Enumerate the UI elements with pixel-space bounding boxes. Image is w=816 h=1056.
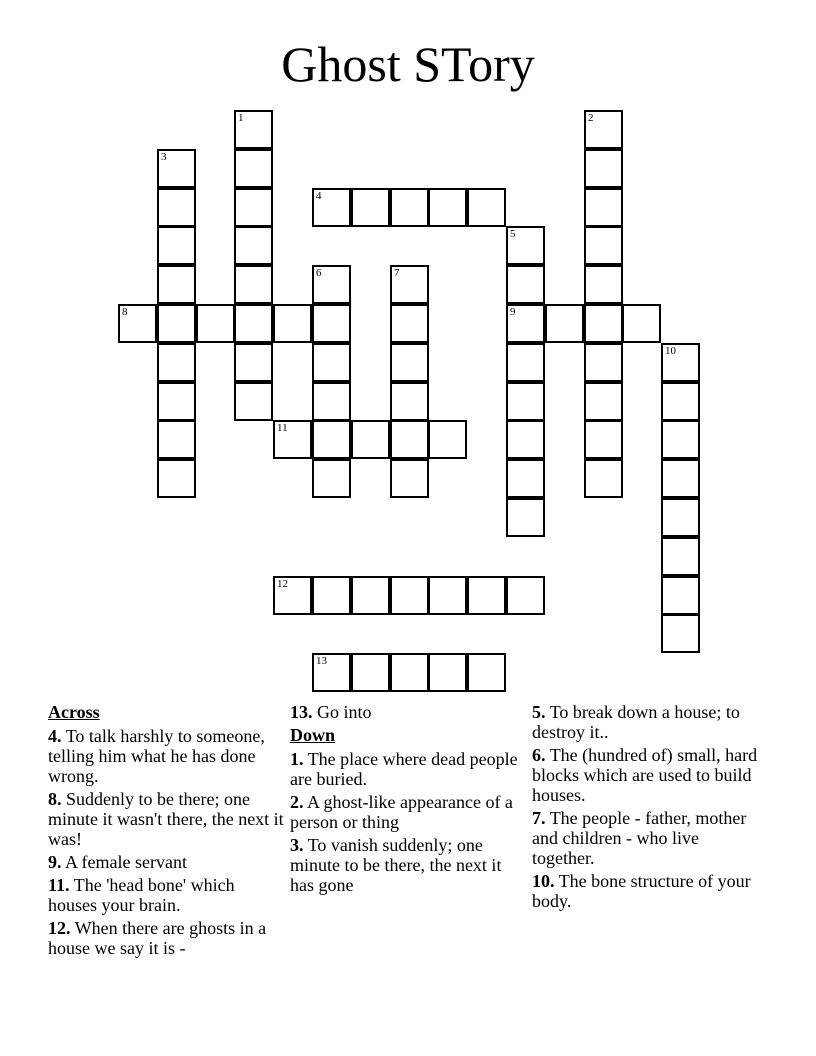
- clue-number: 4: [316, 190, 322, 202]
- grid-cell[interactable]: [467, 576, 506, 615]
- clue-item-number: 13.: [290, 702, 313, 722]
- clue-item-text: A ghost-like appearance of a person or thing: [290, 792, 513, 832]
- clue-number: 8: [122, 306, 128, 318]
- grid-cell[interactable]: [273, 576, 312, 615]
- grid-cell[interactable]: [428, 576, 467, 615]
- grid-cell[interactable]: [661, 459, 700, 498]
- clue-item-number: 7.: [532, 808, 546, 828]
- grid-cell[interactable]: [584, 226, 623, 265]
- grid-cell[interactable]: [157, 149, 196, 188]
- grid-cell[interactable]: [390, 343, 429, 382]
- grid-cell[interactable]: [661, 576, 700, 615]
- grid-cell[interactable]: [506, 420, 545, 459]
- clue-item: [290, 835, 526, 895]
- clue-item: [532, 702, 762, 742]
- clue-item: [532, 745, 762, 805]
- grid-cell[interactable]: [390, 188, 429, 227]
- clue-item-text: When there are ghosts in a house we say it is -: [48, 918, 267, 958]
- grid-cell[interactable]: [506, 304, 545, 343]
- clue-number: 9: [510, 306, 516, 318]
- grid-cell[interactable]: [390, 459, 429, 498]
- grid-cell[interactable]: [234, 304, 273, 343]
- grid-cell[interactable]: [312, 653, 351, 692]
- grid-cell[interactable]: [428, 653, 467, 692]
- grid-cell[interactable]: [351, 420, 390, 459]
- clue-number: 11: [277, 422, 288, 434]
- clue-number: 12: [277, 578, 288, 590]
- grid-cell[interactable]: [157, 304, 196, 343]
- grid-cell[interactable]: [351, 653, 390, 692]
- grid-cell[interactable]: [506, 576, 545, 615]
- grid-cell[interactable]: [234, 149, 273, 188]
- clue-item-text: The place where dead people are buried.: [290, 749, 518, 789]
- grid-cell[interactable]: [390, 420, 429, 459]
- clue-item-number: 10.: [532, 871, 555, 891]
- grid-cell[interactable]: [467, 653, 506, 692]
- clue-item: [48, 789, 284, 849]
- clue-column-1: [48, 702, 284, 961]
- grid-cell[interactable]: [390, 304, 429, 343]
- clue-number: 1: [238, 112, 244, 124]
- clue-item-text: The 'head bone' which houses your brain.: [48, 875, 235, 915]
- grid-cell[interactable]: [390, 653, 429, 692]
- clue-item-text: To vanish suddenly; one minute to be there, the next it has gone: [290, 835, 502, 895]
- down-heading: Down: [290, 725, 336, 745]
- clue-item-number: 9.: [48, 852, 62, 872]
- grid-cell[interactable]: [584, 382, 623, 421]
- clue-item-number: 4.: [48, 726, 62, 746]
- grid-cell[interactable]: [506, 382, 545, 421]
- grid-cell[interactable]: [312, 188, 351, 227]
- grid-cell[interactable]: [661, 420, 700, 459]
- clue-item-number: 1.: [290, 749, 304, 769]
- grid-cell[interactable]: [584, 265, 623, 304]
- grid-cell[interactable]: [661, 614, 700, 653]
- clue-number: 13: [316, 655, 327, 667]
- clue-item-text: To talk harshly to someone, telling him what he has done wrong.: [48, 726, 265, 786]
- clue-item-text: Go into: [317, 702, 372, 722]
- grid-cell[interactable]: [661, 382, 700, 421]
- grid-cell[interactable]: [157, 382, 196, 421]
- grid-cell[interactable]: [157, 420, 196, 459]
- clue-column-3: [532, 702, 762, 914]
- grid-cell[interactable]: [234, 226, 273, 265]
- clue-item-text: The bone structure of your body.: [532, 871, 751, 911]
- clue-item-text: Suddenly to be there; one minute it wasn't there, the next it was!: [48, 789, 284, 849]
- grid-cell[interactable]: [584, 304, 623, 343]
- grid-cell[interactable]: [584, 149, 623, 188]
- clue-item-number: 5.: [532, 702, 546, 722]
- grid-cell[interactable]: [351, 576, 390, 615]
- clue-item: [290, 749, 526, 789]
- grid-cell[interactable]: [312, 304, 351, 343]
- grid-cell[interactable]: [312, 265, 351, 304]
- grid-cell[interactable]: [506, 498, 545, 537]
- grid-cell[interactable]: [234, 188, 273, 227]
- grid-cell[interactable]: [196, 304, 235, 343]
- grid-cell[interactable]: [157, 343, 196, 382]
- grid-cell[interactable]: [584, 420, 623, 459]
- grid-cell[interactable]: [506, 459, 545, 498]
- grid-cell[interactable]: [234, 265, 273, 304]
- grid-cell[interactable]: [312, 576, 351, 615]
- clue-item-number: 2.: [290, 792, 304, 812]
- grid-cell[interactable]: [584, 188, 623, 227]
- clue-item-number: 6.: [532, 745, 546, 765]
- grid-cell[interactable]: [661, 498, 700, 537]
- clue-item-text: A female servant: [65, 852, 187, 872]
- clue-item: [290, 792, 526, 832]
- grid-cell[interactable]: [157, 188, 196, 227]
- grid-cell[interactable]: [584, 459, 623, 498]
- grid-cell[interactable]: [584, 110, 623, 149]
- grid-cell[interactable]: [428, 188, 467, 227]
- clue-item: [48, 852, 284, 872]
- clue-number: 7: [394, 267, 400, 279]
- grid-cell[interactable]: [157, 265, 196, 304]
- grid-cell[interactable]: [506, 343, 545, 382]
- grid-cell[interactable]: [273, 304, 312, 343]
- clue-item: [48, 918, 284, 958]
- grid-cell[interactable]: [351, 188, 390, 227]
- grid-cell[interactable]: [661, 537, 700, 576]
- grid-cell[interactable]: [312, 343, 351, 382]
- clue-item-number: 12.: [48, 918, 71, 938]
- grid-cell[interactable]: [390, 265, 429, 304]
- puzzle-title: Ghost STory: [281, 36, 535, 92]
- clue-item-text: The (hundred of) small, hard blocks which are used to build houses.: [532, 745, 758, 805]
- clue-column-2: [290, 702, 526, 898]
- grid-cell[interactable]: [157, 459, 196, 498]
- grid-cell[interactable]: [661, 343, 700, 382]
- grid-cell[interactable]: [390, 576, 429, 615]
- grid-cell[interactable]: [157, 226, 196, 265]
- grid-cell[interactable]: [506, 265, 545, 304]
- clue-number: 2: [588, 112, 594, 124]
- grid-cell[interactable]: [390, 382, 429, 421]
- grid-cell[interactable]: [428, 420, 467, 459]
- grid-cell[interactable]: [584, 343, 623, 382]
- grid-cell[interactable]: [273, 420, 312, 459]
- clue-number: 5: [510, 228, 516, 240]
- clue-item-text: The people - father, mother and children - who live together.: [532, 808, 747, 868]
- clue-item-number: 8.: [48, 789, 62, 809]
- grid-cell[interactable]: [234, 343, 273, 382]
- clue-number: 3: [161, 151, 167, 163]
- clue-item: [48, 726, 284, 786]
- clue-item-number: 3.: [290, 835, 304, 855]
- grid-cell[interactable]: [467, 188, 506, 227]
- clue-item-number: 11.: [48, 875, 70, 895]
- clue-number: 10: [665, 345, 676, 357]
- grid-cell[interactable]: [312, 420, 351, 459]
- grid-cell[interactable]: [545, 304, 584, 343]
- grid-cell[interactable]: [118, 304, 157, 343]
- clue-number: 6: [316, 267, 322, 279]
- grid-cell[interactable]: [312, 459, 351, 498]
- grid-cell[interactable]: [506, 226, 545, 265]
- grid-cell[interactable]: [234, 382, 273, 421]
- clue-item: [48, 875, 284, 915]
- grid-cell[interactable]: [234, 110, 273, 149]
- clue-item-text: To break down a house; to destroy it..: [532, 702, 740, 742]
- grid-cell[interactable]: [622, 304, 661, 343]
- clue-item: [532, 808, 762, 868]
- grid-cell[interactable]: [312, 382, 351, 421]
- clue-item: [532, 871, 762, 911]
- clue-item: [290, 702, 526, 722]
- across-heading: Across: [48, 702, 100, 722]
